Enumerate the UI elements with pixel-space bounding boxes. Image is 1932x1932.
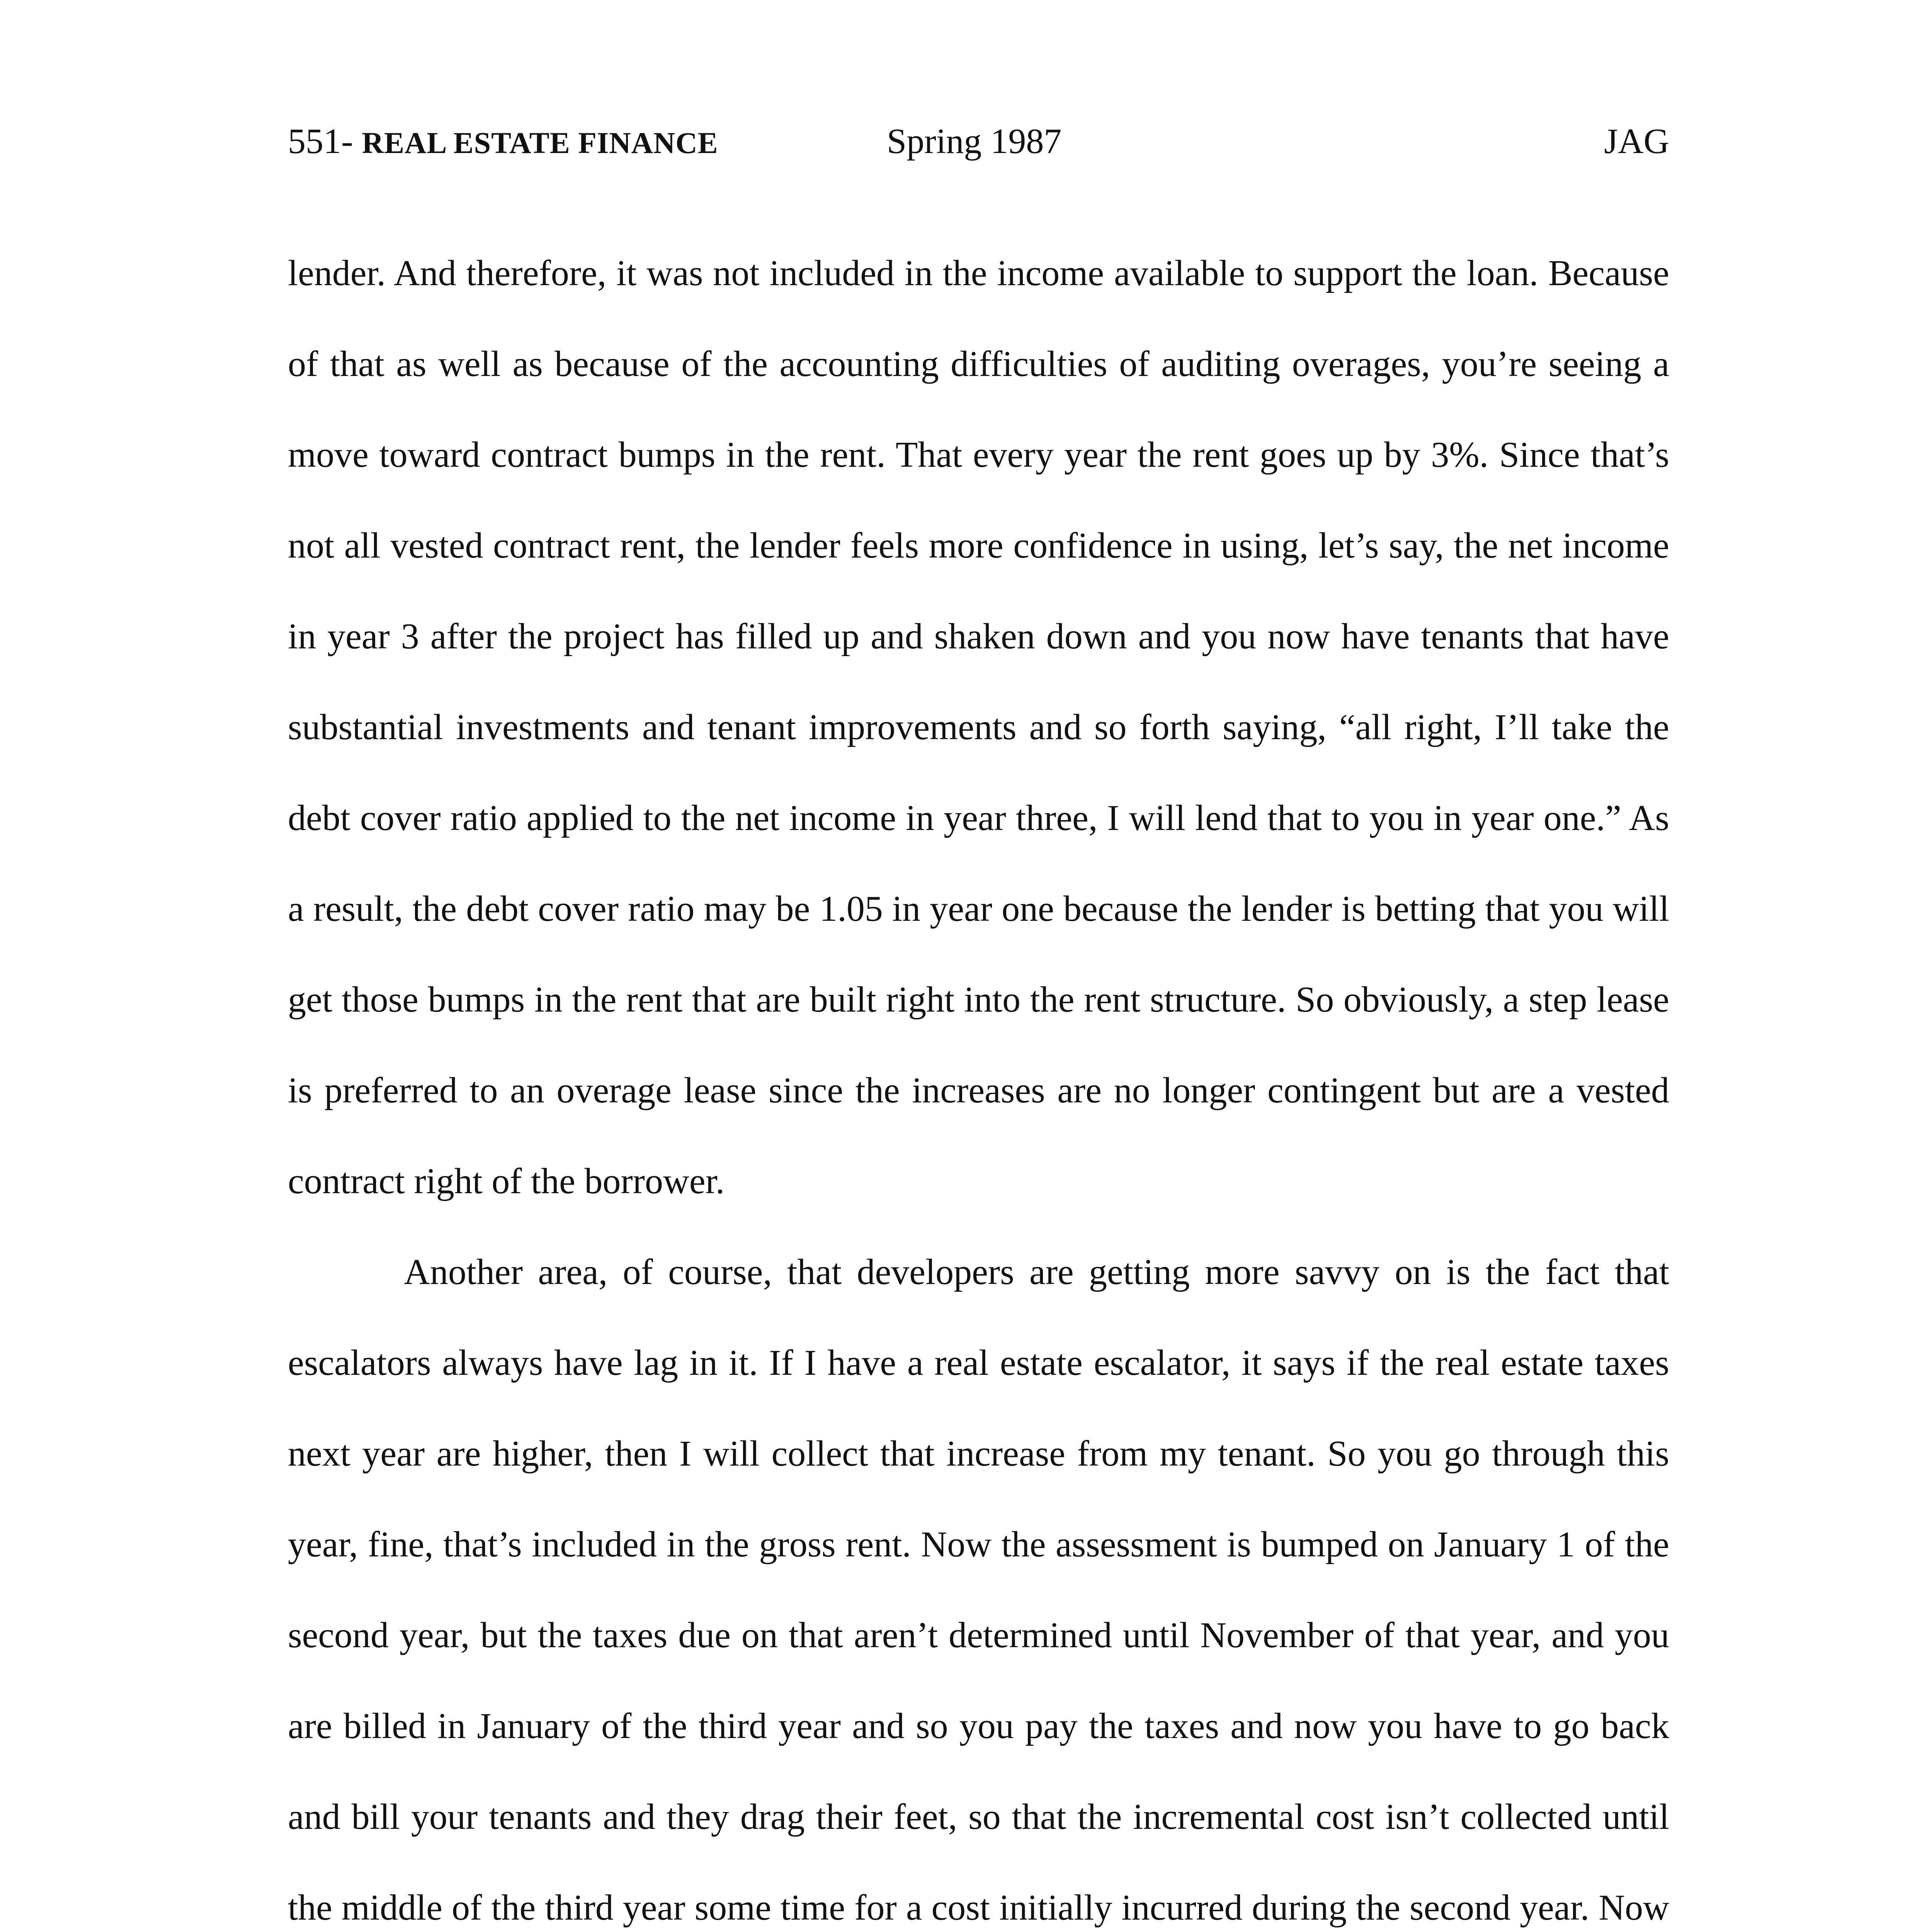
paragraph-continuation: lender. And therefore, it was not included in the income available to support the loan. Because of that as well as because of the accounting difficulties of auditing overages, you’re seeing a move toward contract bumps in the rent. That every year the rent goes up by 3%. Since that’s not all vested contract rent, the lender feels more confidence in using, let’s say, the net income in year 3 after the project has filled up and shaken down and you now have tenants that have substantial investments and tenant improvements and so forth saying, “all right, I’ll take the debt cover ratio applied to the net income in year three, I will lend that to you in year one.” As a result, the debt cover ratio may be 1.05 in year one because the lender is betting that you will get those bumps in the rent that are built right into the rent structure. So obviously, a step lease is preferred to an overage lease since the increases are no longer contingent but are a vested contract right of the borrower.: [288, 253, 1669, 1201]
course-title: REAL ESTATE FINANCE: [362, 126, 718, 160]
term-label: Spring 1987: [887, 121, 1062, 161]
course-heading: [288, 116, 718, 168]
body-text: [288, 228, 1669, 1932]
course-number: 551-: [288, 121, 362, 161]
page-header: [288, 116, 1669, 166]
paragraph-escalators: Another area, of course, that developers are getting more savvy on is the fact that escalators always have lag in it. If I have a real estate escalator, it says if the real estate taxes next year are higher, then I will collect that increase from my tenant. So you go through this year, fine, that’s included in the gross rent. Now the assessment is bumped on January 1 of the second year, but the taxes due on that aren’t determined until November of that year, and you are billed in January of the third year and so you pay the taxes and now you have to go back and bill your tenants and they drag their feet, so that the incremental cost isn’t collected until the middle of the third year some time for a cost initially incurred during the second year. Now: [288, 1252, 1669, 1928]
author-initials: JAG: [1604, 121, 1669, 161]
